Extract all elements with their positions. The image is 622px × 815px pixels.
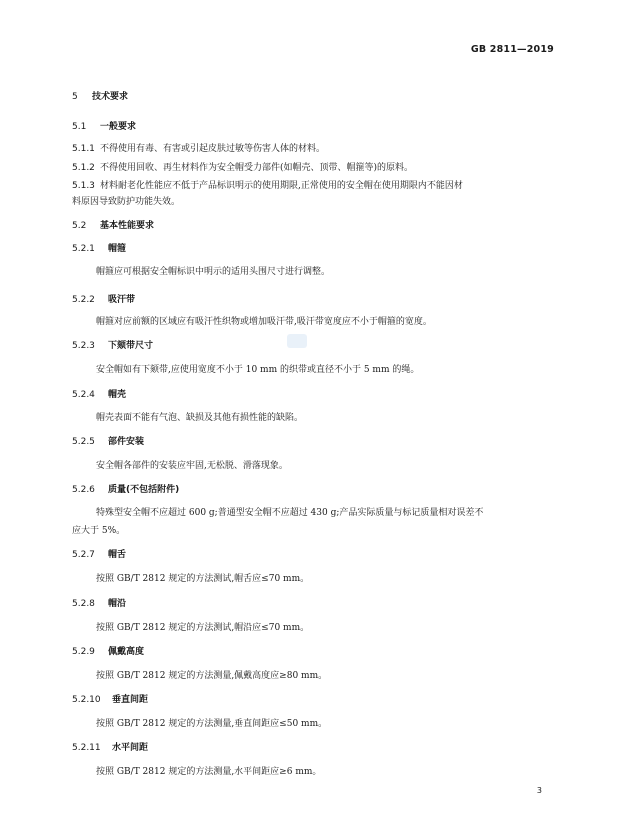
clause-number: 5.2.2 — [72, 295, 95, 305]
subsection-number: 5.2 — [72, 221, 87, 231]
clause-title: 帽舌 — [108, 550, 127, 560]
clause-number: 5.1.3 — [72, 181, 95, 191]
clause-heading-5-2-5 — [72, 436, 144, 448]
clause-body-continuation: 应大于 5%。 — [72, 526, 126, 536]
clause-title: 垂直间距 — [112, 695, 149, 705]
clause-number: 5.2.1 — [72, 244, 95, 254]
clause-text: 不得使用回收、再生材料作为安全帽受力部件(如帽壳、顶带、帽箍等)的原料。 — [100, 163, 414, 173]
clause-heading-5-2-10 — [72, 694, 148, 706]
clause-title: 帽箍 — [108, 244, 127, 254]
clause-heading-5-2-1 — [72, 243, 126, 255]
clause-body: 帽箍对应前额的区域应有吸汗性织物或增加吸汗带,吸汗带宽度应不小于帽箍的宽度。 — [96, 317, 432, 327]
clause-heading-5-2-2 — [72, 294, 135, 306]
clause-heading-5-2-6 — [72, 484, 179, 496]
clause-number: 5.2.3 — [72, 341, 95, 351]
clause-body: 按照 GB/T 2812 规定的方法测量,水平间距应≥6 mm。 — [96, 767, 322, 777]
clause-body: 按照 GB/T 2812 规定的方法测试,帽沿应≤70 mm。 — [96, 623, 310, 633]
section-number: 5 — [72, 92, 78, 102]
watermark-logo — [287, 334, 307, 348]
subsection-title: 基本性能要求 — [100, 221, 155, 231]
clause-body: 帽箍应可根据安全帽标识中明示的适用头围尺寸进行调整。 — [96, 267, 331, 277]
clause-number: 5.1.1 — [72, 144, 95, 154]
clause-body: 特殊型安全帽不应超过 600 g;普通型安全帽不应超过 430 g;产品实际质量与标记质量相对误差不 — [96, 508, 484, 518]
clause-number: 5.2.9 — [72, 647, 95, 657]
clause-heading-5-2-3 — [72, 340, 153, 352]
clause-number: 5.2.10 — [72, 695, 101, 705]
subsection-heading — [72, 121, 136, 133]
clause-5-1-2 — [72, 162, 413, 174]
clause-title: 下颏带尺寸 — [108, 341, 154, 351]
clause-title: 佩戴高度 — [108, 647, 145, 657]
clause-body: 帽壳表面不能有气泡、缺损及其他有损性能的缺陷。 — [96, 413, 304, 423]
subsection-heading — [72, 220, 154, 232]
standard-number: GB 2811—2019 — [470, 44, 554, 55]
clause-5-1-3-continuation: 料原因导致防护功能失效。 — [72, 197, 181, 207]
section-heading — [72, 91, 128, 103]
clause-body: 按照 GB/T 2812 规定的方法测量,佩戴高度应≥80 mm。 — [96, 671, 328, 681]
clause-title: 质量(不包括附件) — [108, 485, 180, 495]
clause-number: 5.2.7 — [72, 550, 95, 560]
clause-text: 不得使用有毒、有害或引起皮肤过敏等伤害人体的材料。 — [100, 144, 326, 154]
clause-number: 5.1.2 — [72, 163, 95, 173]
clause-heading-5-2-7 — [72, 549, 126, 561]
clause-title: 帽沿 — [108, 599, 127, 609]
clause-number: 5.2.4 — [72, 390, 95, 400]
clause-text: 材料耐老化性能应不低于产品标识明示的使用期限,正常使用的安全帽在使用期限内不能因材 — [100, 181, 463, 191]
subsection-title: 一般要求 — [100, 122, 137, 132]
clause-title: 部件安装 — [108, 437, 145, 447]
clause-title: 水平间距 — [112, 743, 149, 753]
page-number: 3 — [536, 786, 542, 795]
clause-body: 按照 GB/T 2812 规定的方法测量,垂直间距应≤50 mm。 — [96, 719, 328, 729]
clause-number: 5.2.8 — [72, 599, 95, 609]
clause-body: 安全帽如有下颏带,应使用宽度不小于 10 mm 的织带或直径不小于 5 mm 的绳。 — [96, 365, 420, 375]
clause-heading-5-2-9 — [72, 646, 144, 658]
clause-5-1-3 — [72, 180, 463, 192]
subsection-number: 5.1 — [72, 122, 87, 132]
clause-number: 5.2.6 — [72, 485, 95, 495]
clause-body: 安全帽各部件的安装应牢固,无松脱、滑落现象。 — [96, 461, 288, 471]
clause-number: 5.2.5 — [72, 437, 95, 447]
section-title: 技术要求 — [92, 92, 129, 102]
clause-heading-5-2-4 — [72, 389, 126, 401]
clause-heading-5-2-11 — [72, 742, 148, 754]
clause-title: 吸汗带 — [108, 295, 136, 305]
clause-5-1-1 — [72, 143, 325, 155]
clause-number: 5.2.11 — [72, 743, 101, 753]
clause-heading-5-2-8 — [72, 598, 126, 610]
clause-body: 按照 GB/T 2812 规定的方法测试,帽舌应≤70 mm。 — [96, 574, 310, 584]
clause-title: 帽壳 — [108, 390, 127, 400]
